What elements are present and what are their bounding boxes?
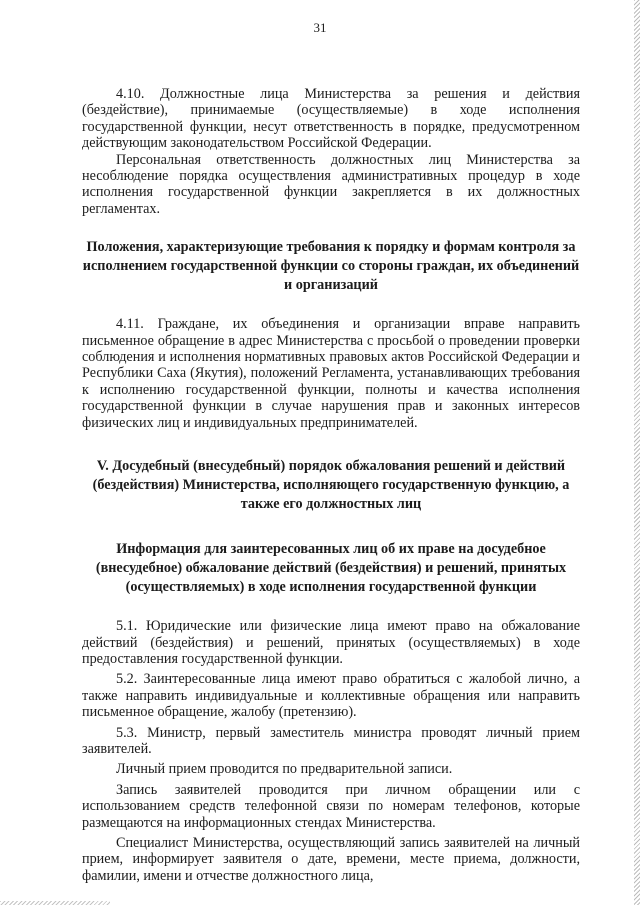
page-number: 31	[313, 20, 327, 35]
heading-section-v: V. Досудебный (внесудебный) порядок обжалования решений и действий (бездействия) Министерства, исполняющего государственную функцию, а также его должностных лиц	[92, 458, 570, 513]
paragraph-specialist: Специалист Министерства, осуществляющий запись заявителей на личный прием, информирует заявителя о дате, времени, месте приема, должности, фамилии, имени и отчестве должностного лица,	[82, 834, 580, 884]
paragraph-4-11: 4.11. Граждане, их объединения и организации вправе направить письменное обращение в адрес Министерства с просьбой о проведении проверки соблюдения и исполнения нормативных правовых актов Российской Федерации и Республики Саха (Якутия), положений Регламента, устанавливающих требования к исполнению государственной функции, полноты и качества исполнения государственной функции в случае нарушения прав и законных интересов физических лиц и индивидуальных предпринимателей.	[82, 316, 580, 431]
paragraph-personal-responsibility: Персональная ответственность должностных лиц Министерства за несоблюдение порядка осуществления административных процедур в ходе исполнения государственной функции закрепляется в их должностных регламентах.	[82, 151, 580, 217]
heading-appeal-information: Информация для заинтересованных лиц об их праве на досудебное (внесудебное) обжалование действий (бездействия) и решений, принятых (осуществляемых) в ходе исполнения государственной функции	[95, 541, 567, 596]
paragraph-5-2: 5.2. Заинтересованные лица имеют право обратиться с жалобой лично, а также направить индивидуальные и коллективные обращения или направить письменное обращение, жалобу (претензию).	[82, 671, 580, 721]
paragraph-5-3: 5.3. Министр, первый заместитель министра проводят личный прием заявителей.	[82, 724, 580, 757]
scan-edge-right	[634, 0, 640, 905]
scan-edge-bottom	[0, 901, 110, 905]
paragraph-5-1: 5.1. Юридические или физические лица имеют право на обжалование действий (бездействия) и решений, принятых (осуществляемых) в ходе предоставления государственной функции.	[82, 618, 580, 667]
heading-citizen-control: Положения, характеризующие требования к порядку и формам контроля за исполнением государственной функции со стороны граждан, их объединений и организаций	[82, 239, 580, 294]
paragraph-registration: Запись заявителей проводится при личном обращении или с использованием средств телефонной связи по номерам телефонов, которые размещаются на информационных стендах Министерства.	[82, 781, 580, 831]
paragraph-4-10: 4.10. Должностные лица Министерства за решения и действия (бездействие), принимаемые (осуществляемые) в ходе исполнения государственной функции, несут ответственность в порядке, предусмотренном действующим законодательством Российской Федерации.	[82, 86, 580, 152]
paragraph-appointment: Личный прием проводится по предварительной записи.	[116, 761, 453, 778]
document-body	[82, 86, 580, 884]
